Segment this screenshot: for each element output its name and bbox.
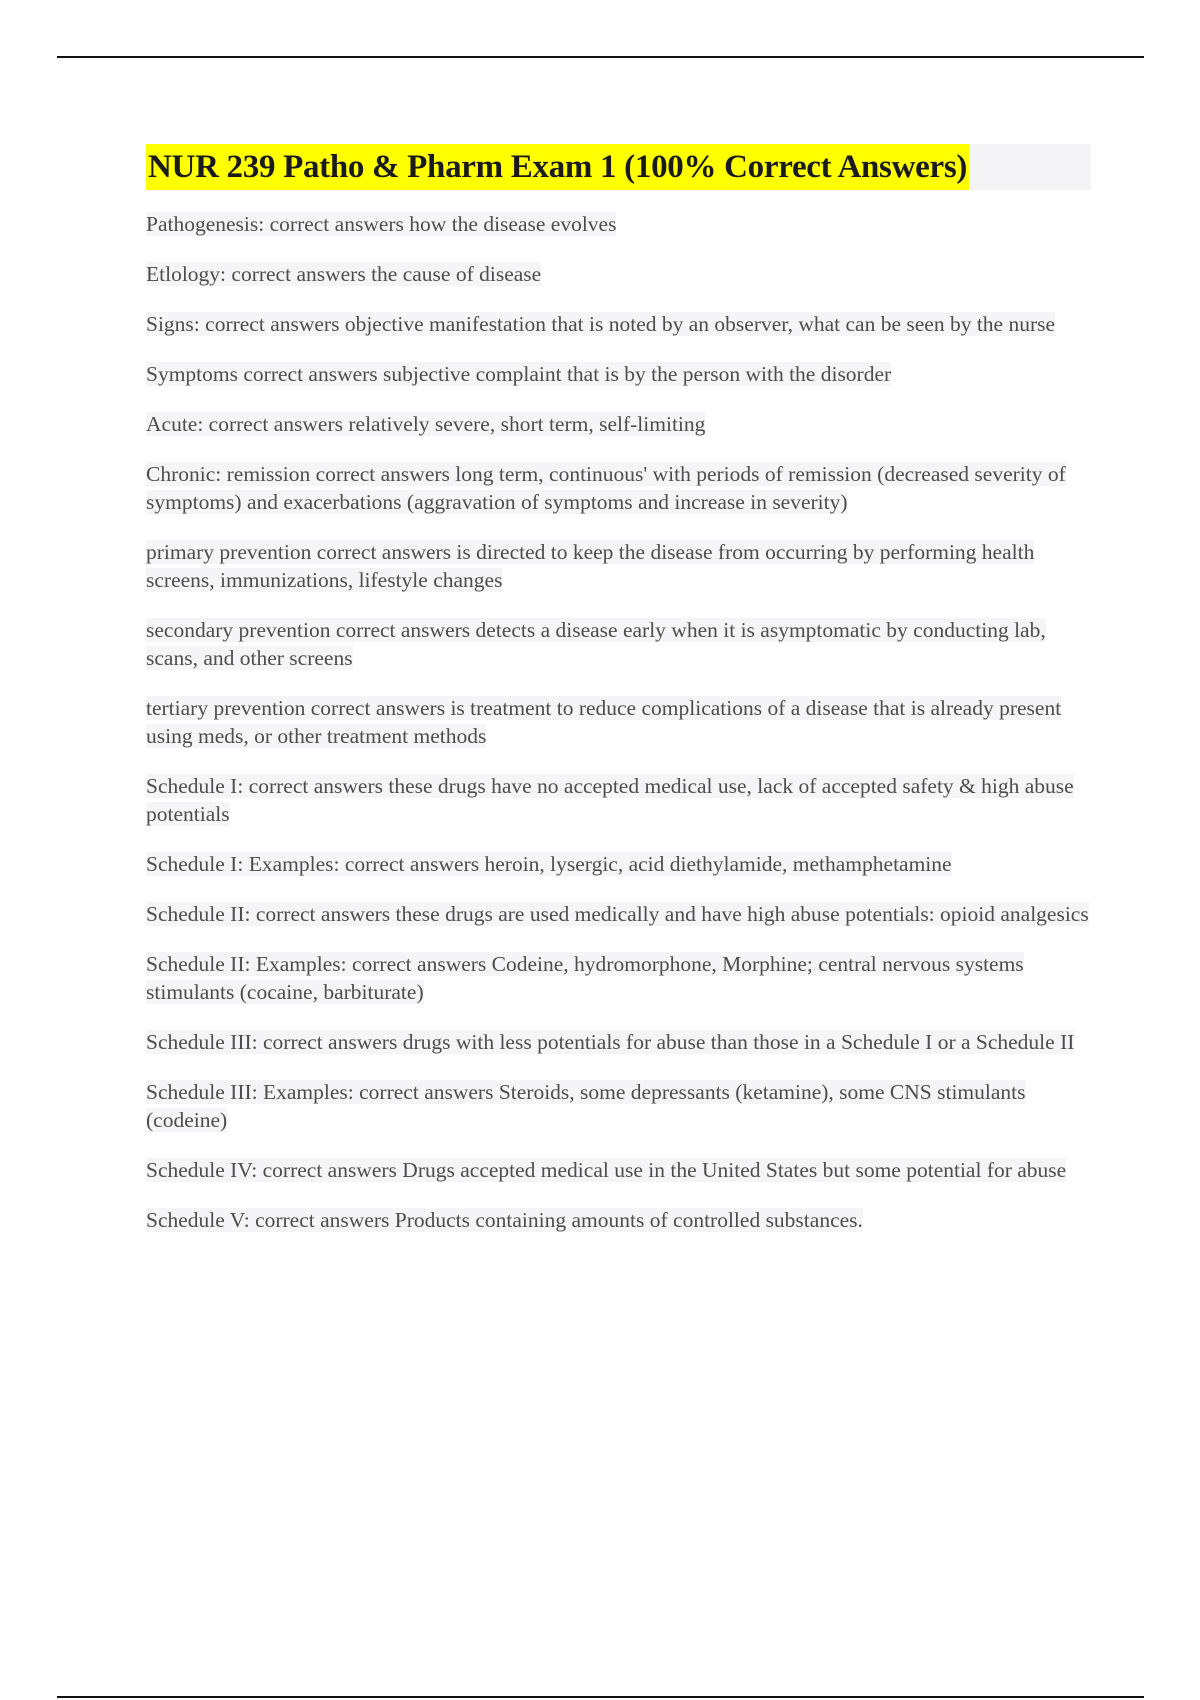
entry-text: Signs: correct answers objective manifestation that is noted by an observer, what can be seen by the nurse bbox=[146, 312, 1056, 336]
list-item bbox=[146, 538, 1091, 594]
entry-text: tertiary prevention correct answers is treatment to reduce complications of a disease that is already present using meds, or other treatment methods bbox=[146, 696, 1062, 748]
list-item bbox=[146, 210, 1091, 238]
entry-text: secondary prevention correct answers detects a disease early when it is asymptomatic by conducting lab, scans, and other screens bbox=[146, 618, 1046, 670]
entry-text: primary prevention correct answers is directed to keep the disease from occurring by performing health screens, immunizations, lifestyle changes bbox=[146, 540, 1035, 592]
entry-text: Schedule II: Examples: correct answers Codeine, hydromorphone, Morphine; central nervous systems stimulants (cocaine, barbiturate) bbox=[146, 952, 1024, 1004]
list-item bbox=[146, 410, 1091, 438]
entry-text: Etlology: correct answers the cause of disease bbox=[146, 262, 542, 286]
list-item bbox=[146, 1028, 1091, 1056]
page-top-rule bbox=[57, 56, 1144, 58]
entry-text: Pathogenesis: correct answers how the disease evolves bbox=[146, 212, 617, 236]
document-body bbox=[146, 144, 1091, 1256]
entry-text: Schedule I: correct answers these drugs have no accepted medical use, lack of accepted safety & high abuse potentials bbox=[146, 774, 1074, 826]
list-item bbox=[146, 694, 1091, 750]
entry-text: Schedule III: Examples: correct answers Steroids, some depressants (ketamine), some CNS stimulants (codeine) bbox=[146, 1080, 1026, 1132]
entry-text: Chronic: remission correct answers long term, continuous' with periods of remission (decreased severity of symptoms) and exacerbations (aggravation of symptoms and increase in severity) bbox=[146, 462, 1066, 514]
entry-text: Acute: correct answers relatively severe, short term, self-limiting bbox=[146, 412, 706, 436]
list-item bbox=[146, 310, 1091, 338]
list-item bbox=[146, 260, 1091, 288]
page-bottom-rule bbox=[57, 1696, 1144, 1698]
title-bar bbox=[146, 144, 1091, 190]
list-item bbox=[146, 1078, 1091, 1134]
entry-text: Schedule V: correct answers Products containing amounts of controlled substances. bbox=[146, 1208, 863, 1232]
entry-text: Schedule III: correct answers drugs with less potentials for abuse than those in a Schedule I or a Schedule II bbox=[146, 1030, 1075, 1054]
entry-text: Schedule IV: correct answers Drugs accepted medical use in the United States but some potential for abuse bbox=[146, 1158, 1067, 1182]
entry-text: Schedule II: correct answers these drugs are used medically and have high abuse potentials: opioid analgesics bbox=[146, 902, 1089, 926]
document-title: NUR 239 Patho & Pharm Exam 1 (100% Correct Answers) bbox=[146, 144, 969, 190]
entry-text: Symptoms correct answers subjective complaint that is by the person with the disorder bbox=[146, 362, 892, 386]
entry-text: Schedule I: Examples: correct answers heroin, lysergic, acid diethylamide, methamphetamine bbox=[146, 852, 952, 876]
list-item bbox=[146, 460, 1091, 516]
list-item bbox=[146, 1156, 1091, 1184]
flashcard-list bbox=[146, 210, 1091, 1234]
list-item bbox=[146, 1206, 1091, 1234]
list-item bbox=[146, 360, 1091, 388]
list-item bbox=[146, 950, 1091, 1006]
list-item bbox=[146, 900, 1091, 928]
list-item bbox=[146, 850, 1091, 878]
list-item bbox=[146, 772, 1091, 828]
list-item bbox=[146, 616, 1091, 672]
